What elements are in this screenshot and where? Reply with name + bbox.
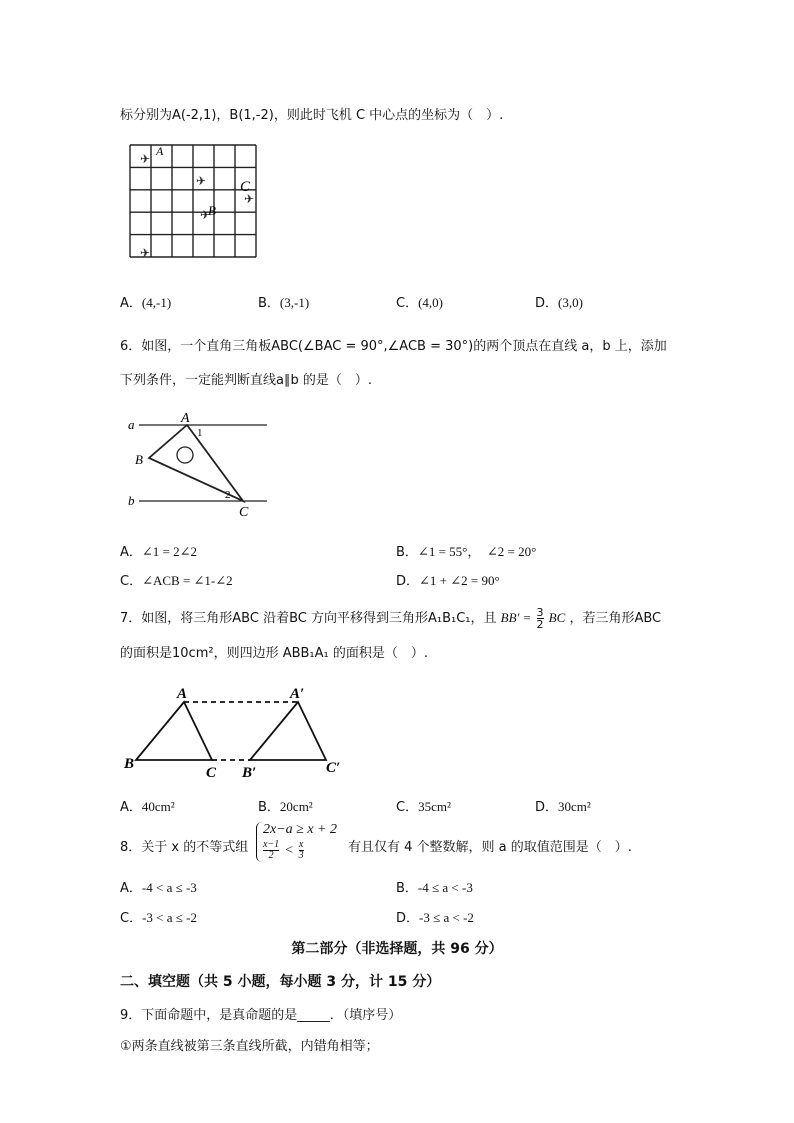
q7-label-B: B xyxy=(124,756,135,772)
q8-suffix: 有且仅有 4 个整数解，则 a 的取值范围是（ ）. xyxy=(348,840,632,855)
svg-text:✈: ✈ xyxy=(140,152,151,166)
q6-label-line-a: a xyxy=(128,417,135,432)
q7-option-d[interactable]: D．30cm² xyxy=(535,799,591,815)
q6-line1: 6．如图，一个直角三角板ABC(∠BAC = 90°,∠ACB = 30°)的两个顶点在直线 a，b 上，添加 xyxy=(120,339,667,354)
part2-title: 第二部分（非选择题，共 96 分） xyxy=(291,941,503,957)
q6-option-b[interactable]: B．∠1 = 55°， ∠2 = 20° xyxy=(396,544,537,560)
q6-label-C: C xyxy=(239,505,249,520)
q7-option-a[interactable]: A．40cm² xyxy=(120,799,175,815)
q9-item1: ①两条直线被第三条直线所截，内错角相等； xyxy=(120,1039,379,1054)
q5-option-c[interactable]: C．(4,0) xyxy=(396,295,443,311)
q7-option-b[interactable]: B．20cm² xyxy=(258,799,313,815)
q6-triangle-figure xyxy=(125,410,275,520)
plane-icon xyxy=(140,152,254,260)
q6-angle-1: 1 xyxy=(197,427,203,439)
q8-option-a[interactable]: A．-4 < a ≤ -3 xyxy=(120,880,197,896)
q8-option-c[interactable]: C．-3 < a ≤ -2 xyxy=(120,910,197,926)
q6-label-B: B xyxy=(135,452,143,467)
q7-option-c[interactable]: C．35cm² xyxy=(396,799,451,815)
q7-label-A-prime: A′ xyxy=(290,686,305,702)
q5-label-b: B xyxy=(208,203,216,218)
q5-grid-figure xyxy=(128,143,260,263)
q7-label-A: A xyxy=(177,686,188,702)
q6-option-a[interactable]: A．∠1 = 2∠2 xyxy=(120,544,198,560)
q7-line2: 的面积是10cm²，则四边形 ABB₁A₁ 的面积是（ ）. xyxy=(120,646,429,661)
svg-text:✈: ✈ xyxy=(244,192,255,206)
q9-line1: 9．下面命题中，是真命题的是_____．（填序号） xyxy=(120,1008,402,1023)
q7-label-C: C xyxy=(206,765,217,781)
section2-title: 二、填空题（共 5 小题，每小题 3 分，计 15 分） xyxy=(120,974,441,990)
q7-label-C-prime: C′ xyxy=(326,760,341,776)
q6-angle-2: 2 xyxy=(225,489,231,501)
svg-text:✈: ✈ xyxy=(196,174,207,188)
svg-text:✈: ✈ xyxy=(140,246,151,260)
q8-option-d[interactable]: D．-3 ≤ a < -2 xyxy=(396,910,474,926)
q6-label-A: A xyxy=(181,411,190,426)
q6-label-line-b: b xyxy=(128,493,135,508)
q5-label-a: A xyxy=(156,144,164,158)
q5-option-a[interactable]: A．(4,-1) xyxy=(120,295,172,311)
q8-prefix: 8．关于 x 的不等式组 xyxy=(120,840,249,855)
q5-text: 标分别为A(-2,1)，B(1,-2)，则此时飞机 C 中心点的坐标为（ ）. xyxy=(120,108,504,123)
q8-inequality-2: x−1 2 < x 3 xyxy=(263,839,304,861)
q7-line1: 7．如图，将三角形ABC 沿着BC 方向平移得到三角形A₁B₁C₁，且 BB′ = $\frac{3}{2}$ BC ，若三角形ABC xyxy=(120,606,662,631)
q6-option-d[interactable]: D．∠1 + ∠2 = 90° xyxy=(396,573,500,589)
q5-option-b[interactable]: B．(3,-1) xyxy=(258,295,310,311)
q5-label-c: C xyxy=(240,179,251,195)
svg-text:✈: ✈ xyxy=(200,208,211,222)
q7-label-B-prime: B′ xyxy=(242,765,257,781)
q6-line2: 下列条件，一定能判断直线a∥b 的是（ ）. xyxy=(120,373,372,388)
q8-inequality-1: 2x−a ≥ x + 2 xyxy=(263,822,338,837)
q7-translation-figure xyxy=(122,682,357,782)
q8-option-b[interactable]: B．-4 ≤ a < -3 xyxy=(396,880,473,896)
q6-option-c[interactable]: C．∠ACB = ∠1-∠2 xyxy=(120,573,233,589)
q7-fraction: $\frac{3}{2}$ xyxy=(536,606,544,631)
q5-option-d[interactable]: D．(3,0) xyxy=(535,295,583,311)
